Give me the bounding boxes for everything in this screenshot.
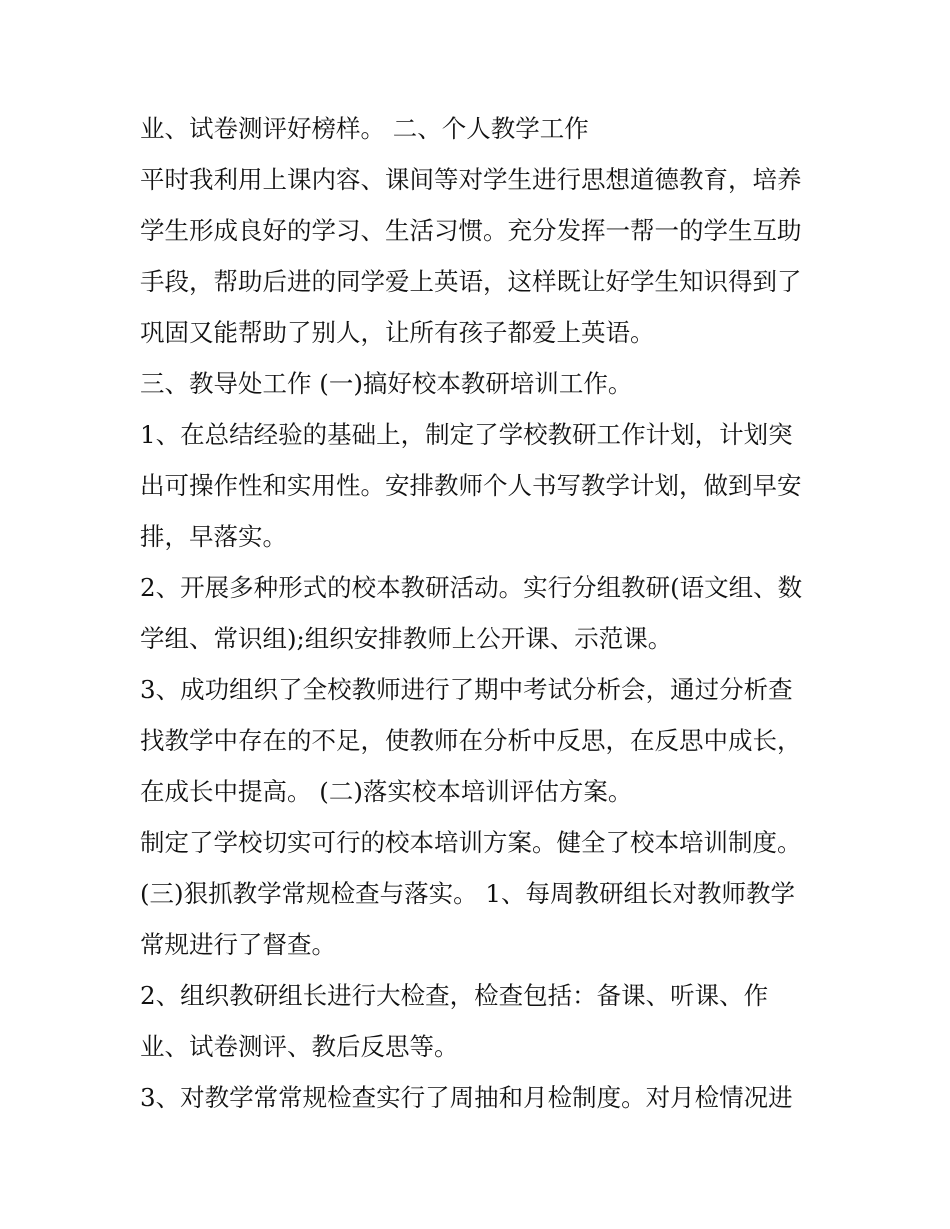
text-line: 业、试卷测评、教后反思等。 xyxy=(140,1032,459,1061)
text-line: 学生形成良好的学习、生活习惯。充分发挥一帮一的学生互助 xyxy=(140,216,802,245)
text-line: 2、组织教研组长进行大检查，检查包括：备课、听课、作 xyxy=(140,981,769,1010)
text-line: 3、对教学常常规检查实行了周抽和月检制度。对月检情况进 xyxy=(140,1083,793,1112)
text-line: 找教学中存在的不足，使教师在分析中反思，在反思中成长， xyxy=(140,726,802,755)
text-line: (三)狠抓教学常规检查与落实。 1、每周教研组长对教师教学 xyxy=(140,879,795,908)
text-line: 平时我利用上课内容、课间等对学生进行思想道德教育，培养 xyxy=(140,165,802,194)
text-line: 排，早落实。 xyxy=(140,522,287,551)
text-line: 3、成功组织了全校教师进行了期中考试分析会，通过分析查 xyxy=(140,675,793,704)
text-line: 制定了学校切实可行的校本培训方案。健全了校本培训制度。 xyxy=(140,828,802,857)
text-line: 学组、常识组);组织安排教师上公开课、示范课。 xyxy=(140,624,673,653)
text-line: 业、试卷测评好榜样。 二、个人教学工作 xyxy=(140,114,589,143)
text-line: 在成长中提高。 (二)落实校本培训评估方案。 xyxy=(140,777,633,806)
text-line: 常规进行了督查。 xyxy=(140,930,336,959)
text-line: 三、教导处工作 (一)搞好校本教研培训工作。 xyxy=(140,369,633,398)
text-line: 手段，帮助后进的同学爱上英语，这样既让好学生知识得到了 xyxy=(140,267,802,296)
text-line: 2、开展多种形式的校本教研活动。实行分组教研(语文组、数 xyxy=(140,573,803,602)
text-line: 1、在总结经验的基础上，制定了学校教研工作计划，计划突 xyxy=(140,420,793,449)
text-line: 出可操作性和实用性。安排教师个人书写教学计划，做到早安 xyxy=(140,471,802,500)
text-line: 巩固又能帮助了别人，让所有孩子都爱上英语。 xyxy=(140,318,655,347)
